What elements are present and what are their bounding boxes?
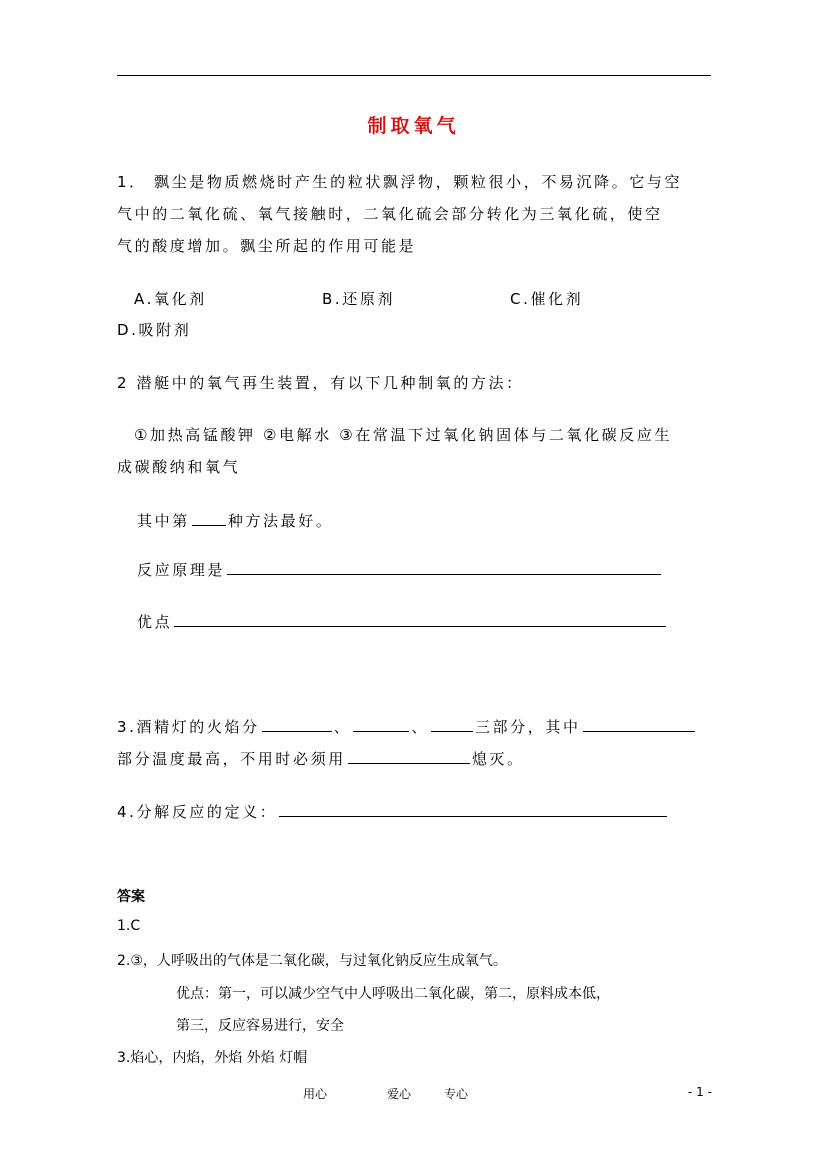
q2-methods-line2: 成碳酸纳和氧气 — [117, 458, 241, 476]
q1-line3: 气的酸度增加。飘尘所起的作用可能是 — [117, 237, 417, 255]
q1-line1: 1． 飘尘是物质燃烧时产生的粒状飘浮物，颗粒很小，不易沉降。它与空 — [117, 173, 683, 191]
q2-advantage-label: 优点 — [137, 613, 173, 631]
q1-option-d: D.吸附剂 — [117, 321, 192, 339]
q2-best-prefix: 其中第 — [137, 512, 190, 530]
q3-line1 — [117, 716, 697, 737]
q2-methods-line1: ①加热高锰酸钾 ②电解水 ③在常温下过氧化钠固体与二氧化碳反应生 — [134, 426, 673, 444]
q4-blank[interactable] — [279, 801, 667, 817]
q2-principle-blank[interactable] — [227, 559, 661, 575]
answer-2-line2: 优点：第一，可以减少空气中人呼吸出二氧化碳，第二，原料成本低， — [176, 986, 610, 1002]
answer-1: 1.C — [117, 918, 141, 934]
q2-best-blank[interactable] — [192, 510, 226, 526]
q3-blank-1[interactable] — [262, 716, 332, 732]
answer-2-line1: 2.③，人呼吸出的气体是二氧化碳，与过氧化钠反应生成氧气。 — [117, 953, 507, 969]
page-title: 制取氧气 — [367, 115, 460, 137]
footer-motto-2: 爱心 — [387, 1087, 412, 1101]
header-rule — [117, 75, 711, 76]
q3-blank-4[interactable] — [583, 716, 695, 732]
q2-principle — [137, 559, 663, 580]
footer-motto-3: 专心 — [444, 1087, 469, 1101]
q3-blank-3[interactable] — [431, 716, 473, 732]
q2-stem: 2 潜艇中的氧气再生装置，有以下几种制氧的方法： — [117, 374, 524, 392]
answer-2-line3: 第三，反应容易进行，安全 — [176, 1018, 344, 1034]
q1-line2: 气中的二氧化硫、氧气接触时，二氧化硫会部分转化为三氧化硫，使空 — [117, 205, 663, 223]
q3-line2-prefix: 部分温度最高，不用时必须用 — [117, 750, 346, 768]
q4-definition — [117, 801, 669, 822]
q3-prefix: 3.酒精灯的火焰分 — [117, 718, 260, 736]
q2-advantage-blank[interactable] — [174, 611, 666, 627]
q3-line2 — [117, 748, 525, 769]
q1-option-b: B.还原剂 — [322, 290, 396, 308]
answers-heading: 答案 — [117, 889, 145, 905]
q1-option-c: C.催化剂 — [510, 290, 584, 308]
page-number: - 1 - — [688, 1085, 712, 1099]
q3-blank-2[interactable] — [353, 716, 409, 732]
q2-principle-label: 反应原理是 — [137, 561, 226, 579]
q2-best-method — [137, 510, 333, 531]
q4-label: 4.分解反应的定义： — [117, 803, 278, 821]
q2-advantage — [137, 611, 668, 632]
q2-best-suffix: 种方法最好。 — [227, 512, 334, 530]
q3-line2-suffix: 熄灭。 — [471, 750, 525, 768]
answer-3: 3.焰心，内焰，外焰 外焰 灯帽 — [117, 1050, 308, 1066]
q3-sep2: 、 — [411, 718, 429, 736]
q3-mid: 三部分，其中 — [474, 718, 581, 736]
q3-blank-5[interactable] — [348, 748, 470, 764]
footer-motto-1: 用心 — [303, 1087, 328, 1101]
q3-sep1: 、 — [333, 718, 352, 736]
q1-option-a: A.氧化剂 — [134, 290, 207, 308]
